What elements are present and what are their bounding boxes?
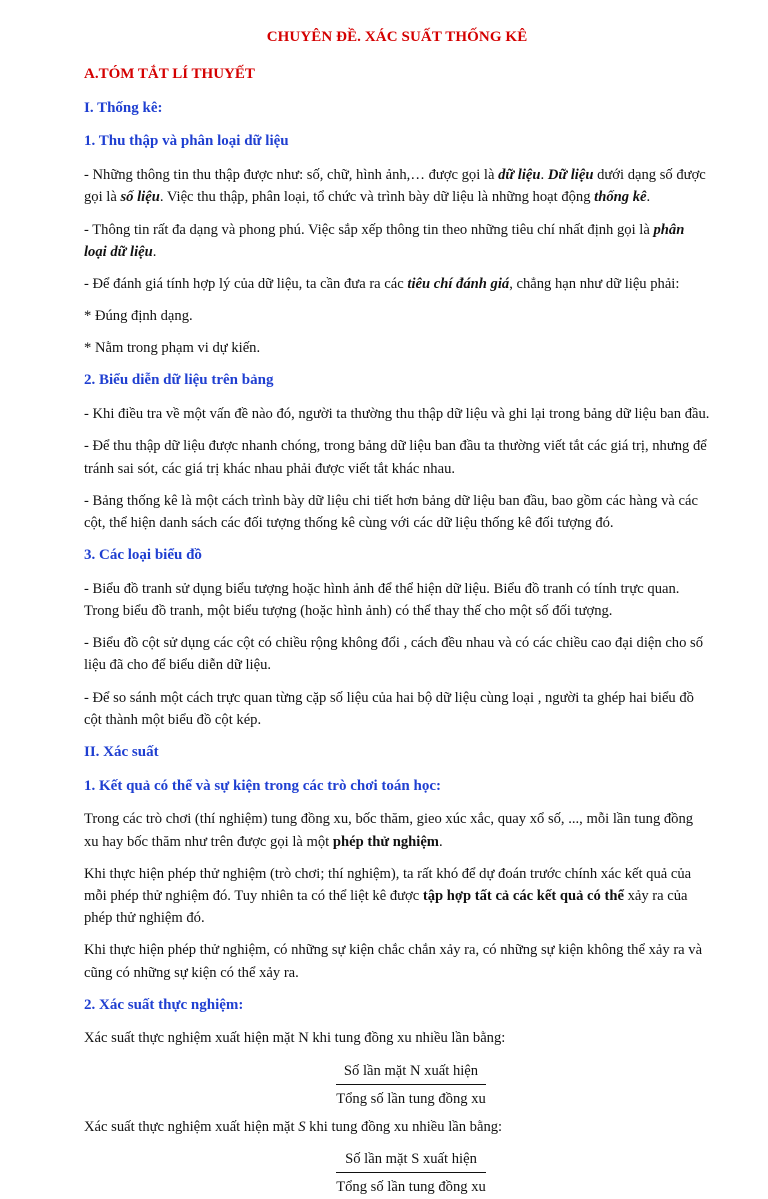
fraction-n-numerator: Số lần mặt N xuất hiện <box>336 1060 486 1085</box>
term-so-lieu: số liệu <box>120 189 160 206</box>
paragraph-prob-s <box>84 1116 710 1138</box>
text-run: . <box>438 833 443 850</box>
subsection-outcomes-heading: 1. Kết quả có thể và sự kiện trong các trò chơi toán học: <box>84 777 442 794</box>
bullet-expected-range: * Nằm trong phạm vi dự kiến. <box>84 340 261 357</box>
subsection-data-collection-heading: 1. Thu thập và phân loại dữ liệu <box>84 133 289 150</box>
subsection-table-heading: 2. Biểu diễn dữ liệu trên bảng <box>84 372 274 389</box>
term-du-lieu-2: Dữ liệu <box>547 167 594 184</box>
paragraph-evaluation-criteria <box>84 273 710 295</box>
text-run: - Những thông tin thu thập được như: số, chữ, hình ảnh,… được gọi là <box>84 167 499 184</box>
text-run: , chẳng hạn như dữ liệu phải: <box>509 275 680 292</box>
term-tap-hop-ket-qua: tập hợp tất cả các kết quả có thể <box>422 887 624 904</box>
text-run: . <box>152 243 157 260</box>
text-run: khi tung đồng xu nhiều lần bằng: <box>305 1118 503 1135</box>
text-run: - Thông tin rất đa dạng và phong phú. Việc sắp xếp thông tin theo những tiêu chí nhất định gọi là <box>84 221 654 238</box>
paragraph-table-2: - Để thu thập dữ liệu được nhanh chóng, trong bảng dữ liệu ban đầu ta thường viết tắt các giá trị, nhưng để tránh sai sót, các giá trị khác nhau phải được viết tắt khác nhau. <box>84 438 707 477</box>
fraction-n-denominator: Tổng số lần tung đồng xu <box>336 1090 486 1107</box>
fraction-n <box>336 1060 486 1110</box>
paragraph-chart-2: - Biểu đồ cột sử dụng các cột có chiều rộng không đổi , cách đều nhau và có các chiều cao đại diện cho số liệu đã cho để biểu diễn dữ liệu. <box>84 635 704 674</box>
text-run: - Để đánh giá tính hợp lý của dữ liệu, ta cần đưa ra các <box>84 275 408 292</box>
paragraph-data-definition <box>84 164 710 208</box>
text-run: dưới dạng số được gọi là <box>84 167 706 206</box>
paragraph-table-1: - Khi điều tra về một vấn đề nào đó, người ta thường thu thập dữ liệu và ghi lại trong bảng dữ liệu ban đầu. <box>84 406 710 423</box>
section-probability-heading: II. Xác suất <box>84 743 159 760</box>
text-run: xảy ra của phép thử nghiệm đó. <box>84 887 688 927</box>
paragraph-events: Khi thực hiện phép thử nghiệm, có những sự kiện chắc chắn xảy ra, có những sự kiện không thể xảy ra và cũng có những sự kiện có thể xảy ra. <box>84 942 703 981</box>
paragraph-outcomes <box>84 863 710 930</box>
paragraph-table-3: - Bảng thống kê là một cách trình bày dữ liệu chi tiết hơn bảng dữ liệu ban đầu, bao gồm các hàng và các cột, thể hiện danh sách các đối tượng thống kê cùng với các dữ liệu thống kê đối tượng đó. <box>84 492 698 531</box>
term-phep-thu-nghiem: phép thử nghiệm <box>332 833 439 850</box>
paragraph-chart-3: - Để so sánh một cách trực quan từng cặp số liệu của hai bộ dữ liệu cùng loại , người ta ghép hai biểu đồ cột thành một biểu đồ cột kép. <box>84 689 694 728</box>
term-tieu-chi-danh-gia: tiêu chí đánh giá <box>407 275 510 292</box>
fraction-s <box>336 1148 486 1198</box>
math-symbol-s: S <box>298 1118 306 1135</box>
text-run: Trong các trò chơi (thí nghiệm) tung đồng xu, bốc thăm, gieo xúc xắc, quay xổ số, ..., mỗi lần tung đồng xu hay bốc thăm như trên được gọi là một <box>84 811 694 850</box>
section-statistics-heading: I. Thống kê: <box>84 99 163 116</box>
term-phan-loai-du-lieu: phân loại dữ liệu <box>84 221 685 260</box>
text-run: . <box>540 167 548 184</box>
paragraph-trial <box>84 808 710 852</box>
term-du-lieu: dữ liệu <box>498 167 541 184</box>
bullet-correct-format: * Đúng định dạng. <box>84 308 193 325</box>
text-run: . Việc thu thập, phân loại, tổ chức và trình bày dữ liệu là những hoạt động <box>159 189 595 206</box>
paragraph-data-classification <box>84 219 710 263</box>
paragraph-prob-n: Xác suất thực nghiệm xuất hiện mặt N khi tung đồng xu nhiều lần bằng: <box>84 1030 506 1047</box>
paragraph-chart-1: - Biểu đồ tranh sử dụng biểu tượng hoặc hình ảnh để thể hiện dữ liệu. Biểu đồ tranh có tính trực quan. Trong biểu đồ tranh, một biểu tượng (hoặc hình ảnh) có thể thay thế cho một số đối tượng. <box>84 580 680 620</box>
document-title: CHUYÊN ĐỀ. XÁC SUẤT THỐNG KÊ <box>266 29 528 45</box>
section-a-heading: A.TÓM TẮT LÍ THUYẾT <box>84 65 255 82</box>
term-thong-ke: thống kê <box>594 189 647 206</box>
fraction-s-denominator: Tổng số lần tung đồng xu <box>336 1179 486 1196</box>
text-run: Xác suất thực nghiệm xuất hiện mặt <box>84 1118 299 1135</box>
subsection-experimental-probability-heading: 2. Xác suất thực nghiệm: <box>84 996 244 1013</box>
text-run: . <box>646 189 651 206</box>
fraction-s-numerator: Số lần mặt S xuất hiện <box>336 1148 486 1173</box>
subsection-charts-heading: 3. Các loại biểu đồ <box>84 547 202 564</box>
text-run: Khi thực hiện phép thử nghiệm (trò chơi; thí nghiệm), ta rất khó để dự đoán trước chính xác kết quả của mỗi phép thử nghiệm đó. Tuy nhiên ta có thể liệt kê được <box>84 865 692 904</box>
